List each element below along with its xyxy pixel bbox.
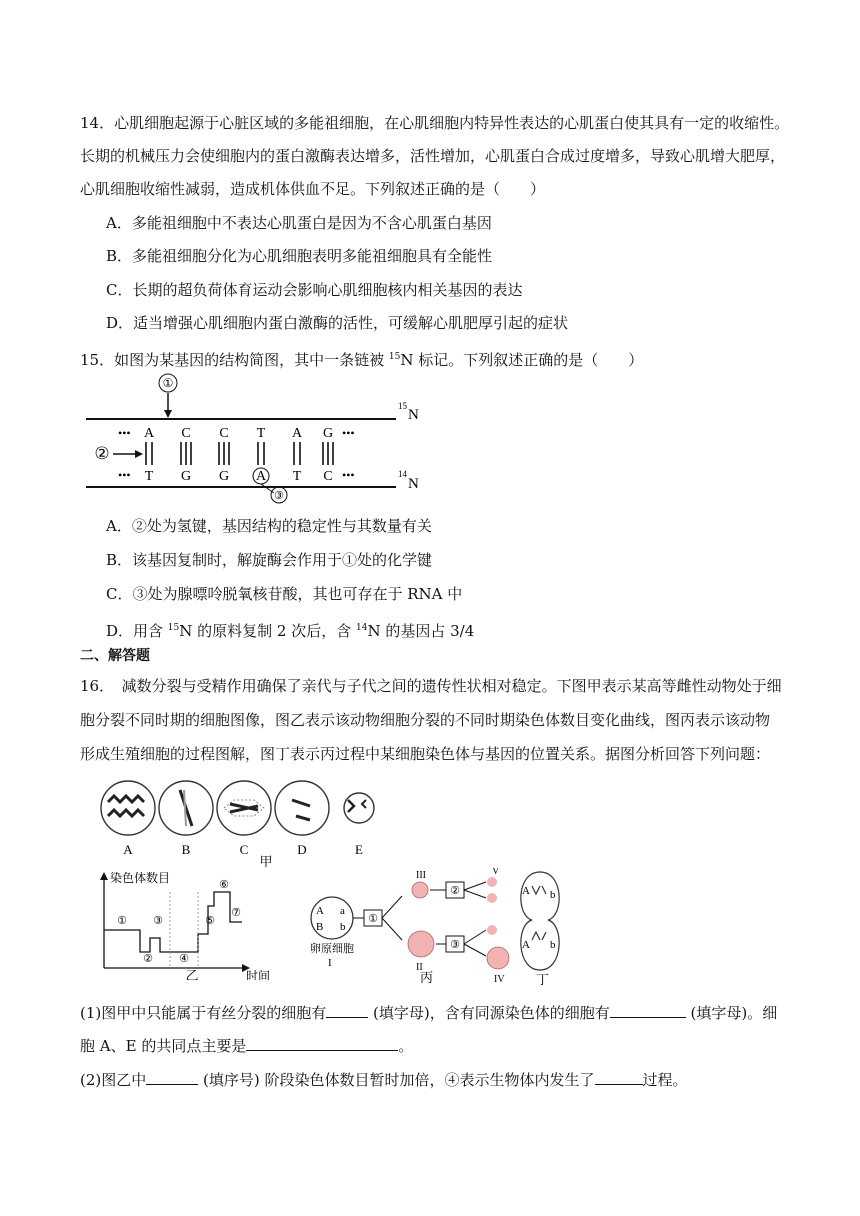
ding-gene-3: A bbox=[522, 939, 530, 951]
graph-mark-1: ① bbox=[117, 915, 127, 927]
label-14n: N bbox=[408, 476, 419, 492]
top-base-5: A bbox=[291, 426, 303, 441]
graph-xlabel: 时间 bbox=[246, 969, 271, 980]
label-15-sup: 15 bbox=[398, 401, 407, 411]
bottom-base-6: C bbox=[323, 469, 333, 484]
bottom-base-2: G bbox=[180, 469, 192, 484]
roman-4: IV bbox=[494, 974, 505, 984]
q16-sub1-line1: (1)图甲中只能属于有丝分裂的细胞有 (填字母)，含有同源染色体的细胞有 (填字母)。细 bbox=[80, 1004, 778, 1022]
bottom-base-4: A bbox=[255, 469, 267, 484]
label-15n: N bbox=[408, 407, 419, 423]
roman-3: III bbox=[416, 870, 426, 881]
q15-option-a: A．②处为氢键，基因结构的稳定性与其数量有关 bbox=[106, 517, 432, 535]
section-heading: 二、解答题 bbox=[80, 648, 150, 664]
label-14-sup: 14 bbox=[398, 469, 407, 479]
graph-mark-4: ④ bbox=[179, 953, 189, 965]
q16-stem-line3: 形成生殖细胞的过程图解，图丁表示丙过程中某细胞染色体与基因的位置关系。据图分析回答下列问题： bbox=[80, 745, 771, 763]
top-base-6: G bbox=[322, 426, 334, 441]
marker-1: ① bbox=[162, 376, 174, 390]
answer-blank-3[interactable] bbox=[246, 1036, 398, 1051]
q14-stem-line2: 长期的机械压力会使细胞内的蛋白激酶表达增多，活性增加，心肌蛋白合成过度增多，导致心肌增大肥厚， bbox=[80, 147, 786, 165]
answer-blank-1[interactable] bbox=[326, 1003, 368, 1018]
graph-mark-3: ③ bbox=[153, 915, 163, 927]
marker-3: ③ bbox=[274, 490, 284, 502]
q16-sub1-line2: 胞 A、E 的共同点主要是 。 bbox=[80, 1037, 414, 1055]
q15-option-c: C．③处为腺嘌呤脱氧核苷酸，其也可存在于 RNA 中 bbox=[106, 585, 463, 603]
q14-stem-line3: 心肌细胞收缩性减弱，造成机体供血不足。下列叙述正确的是（ ） bbox=[80, 180, 546, 198]
top-base-4: T bbox=[256, 426, 266, 441]
figure-ding-cell bbox=[510, 866, 570, 986]
top-base-3: C bbox=[219, 426, 229, 441]
graph-mark-6: ⑥ bbox=[219, 879, 229, 891]
q15-option-b: B．该基因复制时，解旋酶会作用于①处的化学键 bbox=[106, 551, 433, 569]
step-1: ① bbox=[368, 913, 378, 925]
ding-gene-1: A bbox=[522, 885, 530, 897]
dots-bottom-right: ••• bbox=[342, 468, 355, 482]
graph-mark-5: ⑤ bbox=[205, 915, 215, 927]
cell-label-e: E bbox=[355, 842, 363, 857]
q14-option-b: B．多能祖细胞分化为心肌细胞表明多能祖细胞具有全能性 bbox=[106, 247, 493, 265]
answer-blank-4[interactable] bbox=[146, 1070, 198, 1085]
roman-1: I bbox=[328, 957, 332, 969]
q14-stem-line1: 14．心肌细胞起源于心脏区域的多能祖细胞，在心肌细胞内特异性表达的心肌蛋白使其具有一定的收缩性。 bbox=[80, 114, 790, 132]
roman-2: II bbox=[416, 962, 423, 973]
q14-option-c: C．长期的超负荷体育运动会影响心肌细胞核内相关基因的表达 bbox=[106, 281, 523, 299]
cell-label-c: C bbox=[239, 842, 249, 857]
gene-b-upper: B bbox=[316, 921, 324, 933]
roman-5: V bbox=[492, 868, 500, 877]
top-base-1: A bbox=[143, 426, 155, 441]
graph-ylabel: 染色体数目 bbox=[110, 872, 171, 885]
figure-yi-graph bbox=[96, 872, 286, 980]
dots-top-right: ••• bbox=[342, 426, 355, 440]
marker-2: ② bbox=[94, 444, 110, 463]
figure-ding-caption: 丁 bbox=[536, 972, 550, 986]
gene-a-lower: a bbox=[340, 905, 345, 917]
dna-structure-figure bbox=[80, 372, 440, 504]
bottom-base-5: T bbox=[292, 469, 302, 484]
bottom-base-3: G bbox=[218, 469, 230, 484]
gene-a-upper: A bbox=[316, 905, 324, 917]
q15-option-d: D．用含 $^{15}$N 的原料复制 2 次后，含 $^{14}$N 的基因占 3/4 bbox=[106, 622, 475, 640]
bottom-base-1: T bbox=[144, 469, 154, 484]
figure-bing-caption: 丙 bbox=[420, 970, 434, 984]
figure-jia-cells bbox=[96, 776, 376, 872]
graph-mark-2: ② bbox=[143, 953, 153, 965]
q16-stem-line2: 胞分裂不同时期的细胞图像，图乙表示该动物细胞分裂的不同时期染色体数目变化曲线，图丙表示该动物 bbox=[80, 711, 771, 729]
q16-stem-line1: 16． 减数分裂与受精作用确保了亲代与子代之间的遗传性状相对稳定。下图甲表示某高等雌性动物处于细 bbox=[80, 677, 782, 695]
oogonium-label: 卵原细胞 bbox=[310, 943, 354, 955]
answer-blank-5[interactable] bbox=[595, 1070, 643, 1085]
ding-gene-4: b bbox=[550, 939, 556, 951]
dots-top-left: ••• bbox=[118, 426, 131, 440]
figure-jia-caption: 甲 bbox=[259, 854, 273, 869]
step-2: ② bbox=[450, 885, 460, 897]
dots-bottom-left: ••• bbox=[118, 468, 131, 482]
answer-blank-2[interactable] bbox=[610, 1003, 686, 1018]
cell-label-b: B bbox=[181, 842, 191, 857]
ding-gene-2: b bbox=[550, 889, 556, 901]
figure-bing-process bbox=[306, 868, 528, 984]
step-3: ③ bbox=[450, 939, 460, 951]
figure-yi-caption: 乙 bbox=[185, 968, 199, 980]
graph-mark-7: ⑦ bbox=[231, 907, 241, 919]
q15-stem: 15．如图为某基因的结构简图，其中一条链被 $^{15}$N 标记。下列叙述正确的是（ ） bbox=[80, 351, 644, 369]
q14-option-d: D．适当增强心肌细胞内蛋白激酶的活性，可缓解心肌肥厚引起的症状 bbox=[106, 314, 569, 332]
top-base-2: C bbox=[181, 426, 191, 441]
cell-label-a: A bbox=[123, 842, 133, 857]
gene-b-lower: b bbox=[340, 921, 346, 933]
cell-label-d: D bbox=[297, 842, 307, 857]
q14-option-a: A．多能祖细胞中不表达心肌蛋白是因为不含心肌蛋白基因 bbox=[106, 214, 492, 232]
q16-sub2: (2)图乙中 (填序号) 阶段染色体数目暂时加倍，④表示生物体内发生了 过程。 bbox=[80, 1071, 688, 1089]
